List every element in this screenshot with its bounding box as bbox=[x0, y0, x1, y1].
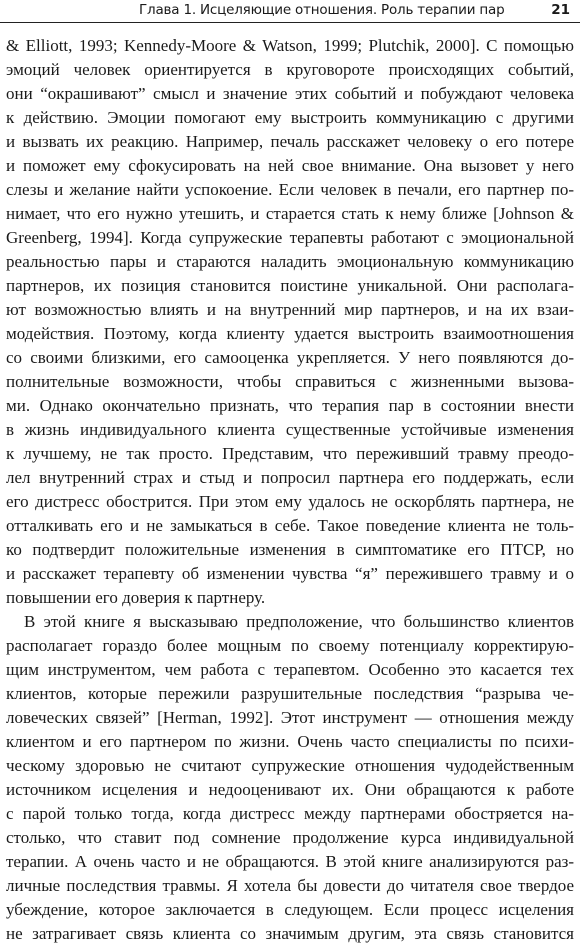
text-line: ловеческих связей” [Herman, 1992]. Этот инструмент — отношения между bbox=[6, 708, 574, 727]
text-line: партнеров, их позиция становится поистине уникальной. Они располага- bbox=[6, 276, 574, 295]
text-line: нимает, что его нужно утешить, и старается стать к нему ближе [Johnson & bbox=[6, 204, 574, 223]
text-line: с парой только тогда, когда дистресс между партнерами обостряется на- bbox=[6, 804, 574, 823]
text-line: реальностью пары и стараются наладить эмоциональную коммуникацию bbox=[6, 252, 574, 271]
chapter-title: Глава 1. Исцеляющие отношения. Роль терапии пар bbox=[139, 2, 505, 18]
text-line: источником исцеления и недооценивают их. Они обращаются к работе bbox=[6, 780, 574, 799]
text-line: столько, что ставит под сомнение продолжение курса индивидуальной bbox=[6, 828, 574, 847]
text-line: личные последствия травмы. Я хотела бы довести до читателя свое твердое bbox=[6, 876, 574, 895]
text-line: В этой книге я высказываю предположение, что большинство клиентов bbox=[24, 612, 574, 631]
text-line: полнительные возможности, чтобы справиться с жизненными вызова- bbox=[6, 372, 574, 391]
text-line: клиентов, которые пережили разрушительные последствия “разрыва че- bbox=[6, 684, 574, 703]
text-line: не затрагивает связь клиента со значимым другим, эта связь становится bbox=[6, 924, 574, 943]
text-line: ми. Однако окончательно признать, что терапия пар в состоянии внести bbox=[6, 396, 574, 415]
paragraph bbox=[6, 34, 574, 610]
paragraph bbox=[6, 610, 574, 946]
text-line: к лучшему, не так просто. Представим, что переживший травму преодо- bbox=[6, 444, 574, 463]
text-line: располагает гораздо более мощным по своему потенциалу корректирую- bbox=[6, 636, 574, 655]
text-line: ко подтвердит положительные изменения в симптоматике его ПТСР, но bbox=[6, 540, 574, 559]
text-line: убеждение, которое заключается в следующем. Если процесс исцеления bbox=[6, 900, 574, 919]
text-line: его дистресс обострится. При этом ему удалось не оскорблять партнера, не bbox=[6, 492, 574, 511]
text-line: со своими близкими, его самооценка укрепляется. У него появляются до- bbox=[6, 348, 574, 367]
text-line: модействия. Поэтому, когда клиенту удается выстроить взаимоотношения bbox=[6, 324, 574, 343]
text-line: лел внутренний страх и стыд и попросил партнера его поддержать, если bbox=[6, 468, 574, 487]
text-line: и вызвать их реакцию. Например, печаль расскажет человеку о его потере bbox=[6, 132, 574, 151]
text-line: они “окрашивают” смысл и значение этих событий и побуждают человека bbox=[6, 84, 574, 103]
text-line: щим инструментом, чем работа с терапевтом. Особенно это касается тех bbox=[6, 660, 574, 679]
text-line: к действию. Эмоции помогают ему выстроить коммуникацию с другими bbox=[6, 108, 574, 127]
text-line: слезы и желание найти успокоение. Если человек в печали, его партнер по- bbox=[6, 180, 574, 199]
text-line: и поможет ему сфокусировать на ней свое внимание. Она вызовет у него bbox=[6, 156, 574, 175]
text-line: повышении его доверия к партнеру. bbox=[6, 588, 266, 607]
body-text bbox=[6, 34, 574, 946]
text-line: в жизнь индивидуального клиента существенные устойчивые изменения bbox=[6, 420, 574, 439]
text-line: эмоций человек ориентируется в круговороте происходящих событий, bbox=[6, 60, 574, 79]
running-header bbox=[0, 0, 580, 23]
text-line: и расскажет терапевту об изменении чувства “я” пережившего травму и о bbox=[6, 564, 574, 583]
page-number: 21 bbox=[551, 2, 570, 18]
text-line: ческому здоровью не считают супружеские отношения чудодейственным bbox=[6, 756, 574, 775]
text-line: клиентом и его партнером по жизни. Очень часто специалисты по психи- bbox=[6, 732, 574, 751]
text-line: ют возможностью влиять и на внутренний мир партнеров, и на их взаи- bbox=[6, 300, 574, 319]
text-line: Greenberg, 1994]. Когда супружеские терапевты работают с эмоциональной bbox=[6, 228, 574, 247]
text-line: & Elliott, 1993; Kennedy-Moore & Watson, 1999; Plutchik, 2000]. С помощью bbox=[6, 36, 574, 55]
text-line: отталкивать его и не замыкаться в себе. Такое поведение клиента не толь- bbox=[6, 516, 574, 535]
text-line: терапии. А очень часто и не обращаются. В этой книге анализируются раз- bbox=[6, 852, 574, 871]
